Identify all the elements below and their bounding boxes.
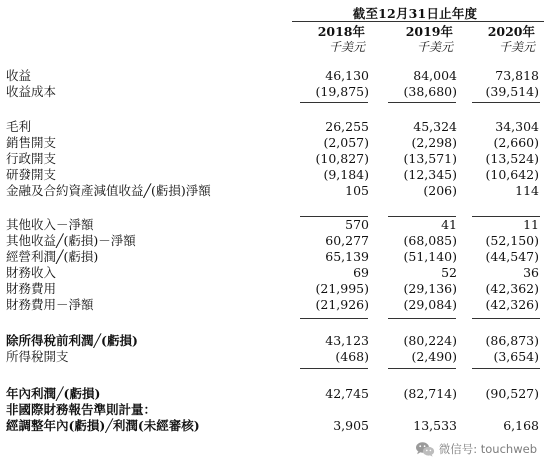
- column-unit: 千美元: [416, 40, 453, 54]
- table-row-gross-profit: [0, 119, 550, 135]
- row-value-2018: (468): [335, 349, 369, 364]
- subtotal-rule: [472, 102, 540, 103]
- row-value-2020: (13,524): [485, 151, 539, 166]
- row-value-2019: (51,140): [403, 249, 457, 264]
- row-label: 財務費用－淨額: [6, 297, 94, 312]
- row-value-2018: 69: [353, 265, 369, 280]
- row-label: 收益成本: [6, 84, 57, 99]
- table-row-selling-expenses: [0, 135, 550, 151]
- row-label: 經調整年內(虧損)╱利潤(未經審核): [6, 418, 200, 433]
- row-label: 銷售開支: [6, 135, 57, 150]
- subtotal-rule: [300, 368, 368, 369]
- row-value-2019: 41: [441, 217, 457, 232]
- row-value-2019: (38,680): [403, 84, 457, 99]
- row-value-2018: (10,827): [315, 151, 369, 166]
- subtotal-rule: [300, 216, 368, 217]
- table-row-revenue: [0, 68, 550, 84]
- row-label: 其他收益╱(虧損)－淨額: [6, 233, 136, 248]
- table-row-adjusted-profit: [0, 418, 550, 434]
- row-value-2020: (42,326): [485, 297, 539, 312]
- column-year: 2019年: [405, 24, 453, 39]
- row-label: 財務收入: [6, 265, 57, 280]
- row-value-2020: 34,304: [495, 119, 539, 134]
- watermark-text: 微信号: touchweb: [438, 442, 537, 456]
- row-value-2020: (39,514): [485, 84, 539, 99]
- row-value-2018: 46,130: [325, 68, 369, 83]
- subtotal-rule: [388, 102, 456, 103]
- row-value-2018: 105: [345, 183, 369, 198]
- table-row-profit-for-year: [0, 386, 550, 402]
- row-value-2018: (19,875): [315, 84, 369, 99]
- row-value-2020: 73,818: [495, 68, 539, 83]
- row-value-2018: 42,745: [325, 386, 369, 401]
- row-label: 除所得稅前利潤╱(虧損): [6, 333, 138, 348]
- row-value-2018: 3,905: [333, 418, 369, 433]
- watermark: [412, 438, 540, 460]
- table-row-impairment: [0, 183, 550, 199]
- row-value-2019: 45,324: [413, 119, 457, 134]
- row-value-2020: (42,362): [485, 281, 539, 296]
- row-value-2018: 43,123: [325, 333, 369, 348]
- row-label: 財務費用: [6, 281, 57, 296]
- row-value-2019: 13,533: [413, 418, 457, 433]
- subtotal-rule: [388, 368, 456, 369]
- row-value-2018: 26,255: [325, 119, 369, 134]
- row-value-2019: (13,571): [403, 151, 457, 166]
- table-row-admin-expenses: [0, 151, 550, 167]
- column-header-2018: [295, 24, 365, 55]
- row-value-2019: (29,084): [403, 297, 457, 312]
- row-value-2018: (9,184): [323, 167, 369, 182]
- row-value-2019: (2,298): [411, 135, 457, 150]
- table-row-other-income: [0, 217, 550, 233]
- table-row-non-ifrs-heading: [0, 402, 550, 418]
- row-value-2019: (29,136): [403, 281, 457, 296]
- column-unit: 千美元: [498, 40, 535, 54]
- row-value-2019: (12,345): [403, 167, 457, 182]
- row-value-2020: (10,642): [485, 167, 539, 182]
- table-row-other-gains: [0, 233, 550, 249]
- row-value-2018: 570: [345, 217, 369, 232]
- row-label: 行政開支: [6, 151, 57, 166]
- period-header: 截至12月31日止年度: [352, 6, 478, 21]
- table-row-cost-of-revenue: [0, 84, 550, 100]
- row-value-2019: (80,224): [403, 333, 457, 348]
- row-label: 研發開支: [6, 167, 57, 182]
- row-value-2020: 114: [515, 183, 539, 198]
- row-value-2018: (2,057): [323, 135, 369, 150]
- row-value-2020: (44,547): [485, 249, 539, 264]
- period-header-rule: [292, 21, 544, 22]
- row-value-2019: (82,714): [403, 386, 457, 401]
- column-header-2020: [465, 24, 535, 55]
- row-value-2019: 84,004: [413, 68, 457, 83]
- row-value-2020: 36: [523, 265, 539, 280]
- row-value-2020: 11: [523, 217, 539, 232]
- table-row-finance-costs: [0, 281, 550, 297]
- row-label: 金融及合約資產減值收益╱(虧損)淨額: [6, 183, 211, 198]
- row-label: 經營利潤╱(虧損): [6, 249, 99, 264]
- row-value-2018: 65,139: [325, 249, 369, 264]
- column-header-2019: [383, 24, 453, 55]
- row-value-2020: (52,150): [485, 233, 539, 248]
- subtotal-rule: [300, 318, 368, 319]
- row-value-2020: (90,527): [485, 386, 539, 401]
- table-row-finance-income: [0, 265, 550, 281]
- subtotal-rule: [300, 102, 368, 103]
- subtotal-rule: [472, 216, 540, 217]
- table-row-finance-costs-net: [0, 297, 550, 313]
- row-value-2018: (21,926): [315, 297, 369, 312]
- row-value-2019: 52: [441, 265, 457, 280]
- subtotal-rule: [472, 318, 540, 319]
- table-row-operating-profit: [0, 249, 550, 265]
- table-row-income-tax: [0, 349, 550, 365]
- row-value-2020: (2,660): [493, 135, 539, 150]
- row-label: 其他收入－淨額: [6, 217, 94, 232]
- row-label: 所得稅開支: [6, 349, 69, 364]
- row-label: 毛利: [6, 119, 32, 134]
- row-label: 年內利潤╱(虧損): [6, 386, 101, 401]
- row-value-2018: (21,995): [315, 281, 369, 296]
- row-value-2019: (68,085): [403, 233, 457, 248]
- row-value-2020: (3,654): [493, 349, 539, 364]
- row-label: 收益: [6, 68, 32, 83]
- table-row-profit-before-tax: [0, 333, 550, 349]
- subtotal-rule: [472, 368, 540, 369]
- column-unit: 千美元: [328, 40, 365, 54]
- subtotal-rule: [388, 318, 456, 319]
- subtotal-rule: [388, 216, 456, 217]
- row-value-2020: (86,873): [485, 333, 539, 348]
- row-label: 非國際財務報告準則計量：: [6, 402, 157, 417]
- row-value-2019: (2,490): [411, 349, 457, 364]
- column-year: 2018年: [317, 24, 365, 39]
- table-row-rnd-expenses: [0, 167, 550, 183]
- wechat-icon: [415, 441, 435, 457]
- row-value-2018: 60,277: [325, 233, 369, 248]
- row-value-2019: (206): [423, 183, 457, 198]
- column-year: 2020年: [487, 24, 535, 39]
- row-value-2020: 6,168: [503, 418, 539, 433]
